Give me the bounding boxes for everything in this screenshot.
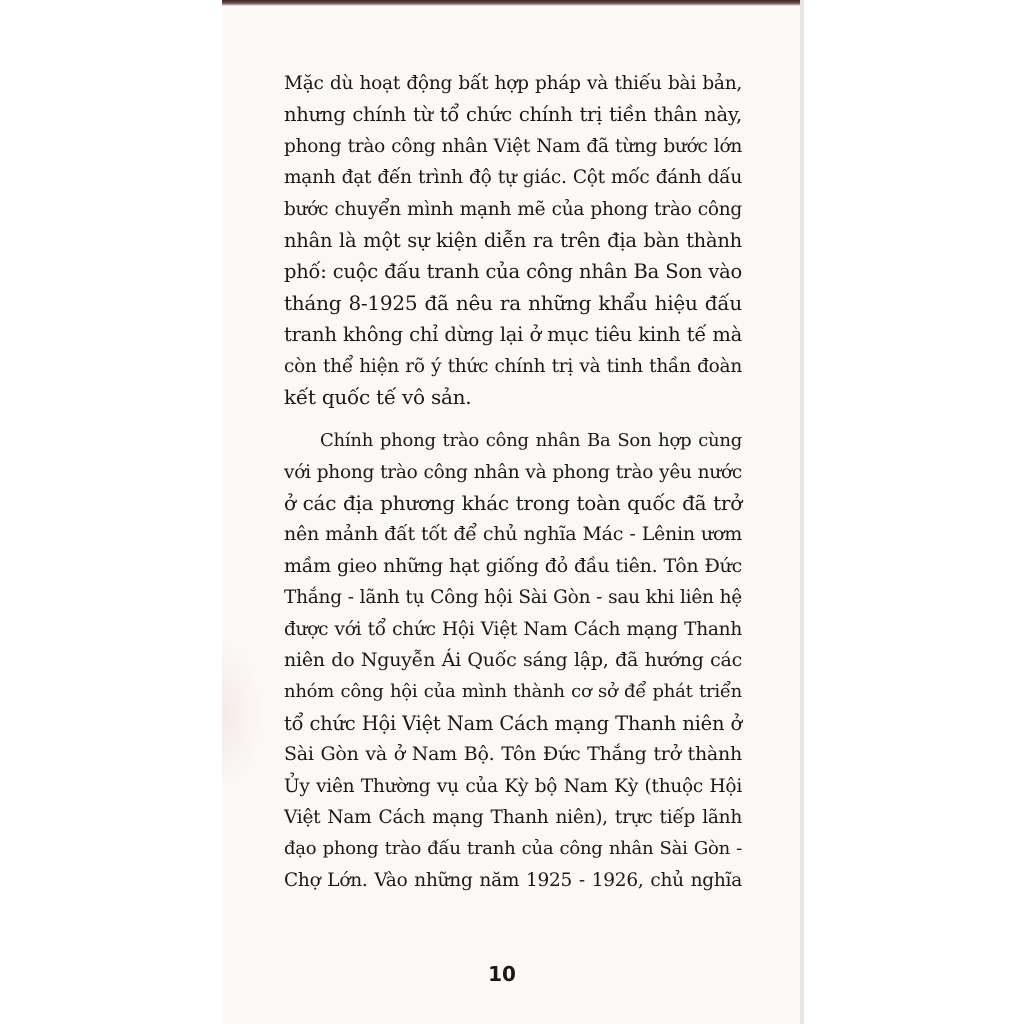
text-line: Chợ Lớn. Vào những năm 1925 - 1926, chủ nghĩa [284, 869, 742, 891]
text-line: đạo phong trào đấu tranh của công nhân Sài Gòn - [284, 838, 742, 860]
text-line: Thắng - lãnh tụ Công hội Sài Gòn - sau khi liên hệ [284, 587, 742, 609]
page-edge [800, 0, 804, 1024]
paragraph-2 [284, 425, 742, 896]
text-line: mạnh đạt đến trình độ tự giác. Cột mốc đánh dấu [284, 167, 742, 189]
text-line: tổ chức Hội Việt Nam Cách mạng Thanh niên ở [284, 711, 742, 735]
text-line: Việt Nam Cách mạng Thanh niên), trực tiếp lãnh [284, 806, 742, 828]
text-line: tháng 8-1925 đã nêu ra những khẩu hiệu đấu [284, 290, 742, 315]
text-line: kết quốc tế vô sản. [284, 384, 472, 409]
text-line: Ủy viên Thường vụ của Kỳ bộ Nam Kỳ (thuộc Hội [284, 775, 742, 797]
text-line: nhóm công hội của mình thành cơ sở để phát triển [284, 681, 742, 703]
paragraph-gap [284, 413, 742, 425]
text-line: được với tổ chức Hội Việt Nam Cách mạng Thanh [284, 618, 742, 640]
text-line: niên do Nguyễn Ái Quốc sáng lập, đã hướng các [284, 649, 742, 672]
page-number: 10 [488, 962, 516, 986]
text-line: với phong trào công nhân và phong trào yêu nước [284, 461, 742, 483]
text-line: Chính phong trào công nhân Ba Son hợp cùng [320, 430, 742, 452]
ink-bleed [222, 640, 262, 790]
text-line: nên mảnh đất tốt để chủ nghĩa Mác - Lênin ươm [284, 523, 742, 546]
text-line: phong trào công nhân Việt Nam đã từng bước lớn [284, 135, 742, 157]
text-line: nhân là một sự kiện diễn ra trên địa bàn thành [284, 228, 742, 252]
text-line: bước chuyển mình mạnh mẽ của phong trào công [284, 198, 742, 220]
text-line: phố: cuộc đấu tranh của công nhân Ba Son vào [284, 260, 742, 284]
top-shadow [222, 0, 800, 6]
text-line: còn thể hiện rõ ý thức chính trị và tinh thần đoàn [284, 355, 742, 377]
text-line: ở các địa phương khác trong toàn quốc đã trở [284, 491, 742, 516]
body-text [284, 68, 742, 896]
text-line: Mặc dù hoạt động bất hợp pháp và thiếu bài bản, [284, 73, 742, 94]
text-line: tranh không chỉ dừng lại ở mục tiêu kinh tế mà [284, 323, 742, 347]
text-line: mầm gieo những hạt giống đỏ đầu tiên. Tôn Đức [284, 554, 742, 577]
text-line: Sài Gòn và ở Nam Bộ. Tôn Đức Thắng trở thành [284, 743, 742, 766]
paragraph-1 [284, 68, 742, 413]
text-line: nhưng chính từ tổ chức chính trị tiền thân này, [284, 103, 742, 127]
